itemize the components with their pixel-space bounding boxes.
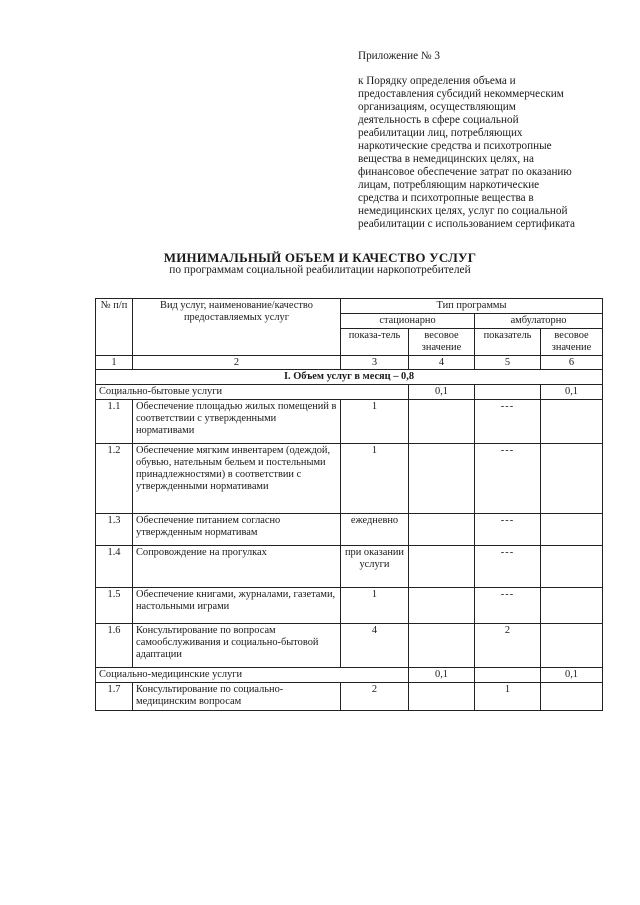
appendix-line: немедицинских целях, услуг по социальной (358, 205, 568, 217)
row-inpatient-indicator: 2 (341, 683, 409, 711)
row-service: Консультирование по вопросам самообслуживания и социально-бытовой адаптации (133, 624, 341, 668)
empty-cell (475, 385, 541, 400)
empty-cell (409, 588, 475, 624)
column-number: 6 (541, 356, 603, 370)
empty-cell (409, 624, 475, 668)
row-outpatient-indicator: --- (475, 444, 541, 514)
column-number: 1 (96, 356, 133, 370)
row-inpatient-indicator: 1 (341, 444, 409, 514)
row-service: Консультирование по социально-медицинским вопросам (133, 683, 341, 711)
header-weight-inpatient: весовое значение (409, 329, 475, 356)
appendix-line: к Порядку определения объема и (358, 75, 516, 87)
section-row (96, 370, 603, 385)
empty-cell (541, 546, 603, 588)
empty-cell (541, 444, 603, 514)
empty-cell (541, 624, 603, 668)
appendix-line: реабилитации с использованием сертификата (358, 218, 575, 230)
document-subtitle: по программам социальной реабилитации наркопотребителей (169, 264, 471, 276)
empty-cell (409, 546, 475, 588)
appendix-block (358, 50, 608, 231)
category-row (96, 668, 603, 683)
header-indicator-outpatient: показатель (475, 329, 541, 356)
empty-cell (409, 683, 475, 711)
row-service: Сопровождение на прогулках (133, 546, 341, 588)
column-number-row (96, 356, 603, 370)
row-outpatient-indicator: 2 (475, 624, 541, 668)
empty-cell (409, 400, 475, 444)
header-inpatient: стационарно (341, 314, 475, 329)
category-weight-inpatient: 0,1 (409, 385, 475, 400)
service-row (96, 588, 603, 624)
appendix-number: Приложение № 3 (358, 50, 440, 62)
category-weight-outpatient: 0,1 (541, 668, 603, 683)
section-title: I. Объем услуг в месяц – 0,8 (96, 370, 603, 385)
service-row (96, 514, 603, 546)
service-row (96, 444, 603, 514)
service-row (96, 546, 603, 588)
service-row (96, 400, 603, 444)
empty-cell (409, 444, 475, 514)
empty-cell (541, 683, 603, 711)
appendix-line: деятельность в сфере социальной (358, 114, 519, 126)
row-outpatient-indicator: --- (475, 400, 541, 444)
appendix-line: предоставления субсидий некоммерческим (358, 88, 564, 100)
header-program-type: Тип программы (341, 299, 603, 314)
service-row (96, 624, 603, 668)
category-weight-inpatient: 0,1 (409, 668, 475, 683)
row-outpatient-indicator: --- (475, 514, 541, 546)
row-inpatient-indicator: 4 (341, 624, 409, 668)
header-outpatient: амбулаторно (475, 314, 603, 329)
row-service: Обеспечение питанием согласно утвержденным нормативам (133, 514, 341, 546)
row-outpatient-indicator: 1 (475, 683, 541, 711)
row-inpatient-indicator: 1 (341, 400, 409, 444)
category-name: Социально-бытовые услуги (96, 385, 409, 400)
row-num: 1.1 (96, 400, 133, 444)
column-number: 4 (409, 356, 475, 370)
header-num: № п/п (96, 299, 133, 356)
empty-cell (541, 588, 603, 624)
appendix-line: вещества в немедицинских целях, на (358, 153, 534, 165)
column-number: 2 (133, 356, 341, 370)
header-indicator-inpatient: показа-тель (341, 329, 409, 356)
appendix-line: организациям, осуществляющим (358, 101, 516, 113)
row-num: 1.3 (96, 514, 133, 546)
service-row (96, 683, 603, 711)
row-outpatient-indicator: --- (475, 546, 541, 588)
document-title: МИНИМАЛЬНЫЙ ОБЪЕМ И КАЧЕСТВО УСЛУГ (163, 250, 477, 265)
category-weight-outpatient: 0,1 (541, 385, 603, 400)
empty-cell (409, 514, 475, 546)
header-service: Вид услуг, наименование/качество предоставляемых услуг (133, 299, 341, 356)
appendix-line: финансовое обеспечение затрат по оказанию (358, 166, 572, 178)
empty-cell (475, 668, 541, 683)
row-num: 1.7 (96, 683, 133, 711)
category-name: Социально-медицинские услуги (96, 668, 409, 683)
row-num: 1.2 (96, 444, 133, 514)
row-outpatient-indicator: --- (475, 588, 541, 624)
empty-cell (541, 400, 603, 444)
appendix-line: наркотические средства и психотропные (358, 140, 552, 152)
header-weight-outpatient: весовое значение (541, 329, 603, 356)
row-num: 1.5 (96, 588, 133, 624)
appendix-line: реабилитации лиц, потребляющих (358, 127, 523, 139)
row-num: 1.6 (96, 624, 133, 668)
column-number: 3 (341, 356, 409, 370)
row-service: Обеспечение книгами, журналами, газетами, настольными играми (133, 588, 341, 624)
category-row (96, 385, 603, 400)
appendix-line: лицам, потребляющим наркотические (358, 179, 540, 191)
row-inpatient-indicator: при оказании услуги (341, 546, 409, 588)
row-service: Обеспечение площадью жилых помещений в соответствии с утвержденными нормативами (133, 400, 341, 444)
header-row (96, 299, 603, 314)
row-inpatient-indicator: ежедневно (341, 514, 409, 546)
row-service: Обеспечение мягким инвентарем (одеждой, обувью, нательным бельем и постельными принадлежностями) в соответствии с утвержденными нормативами (133, 444, 341, 514)
appendix-line: средства и психотропные вещества в (358, 192, 534, 204)
column-number: 5 (475, 356, 541, 370)
row-inpatient-indicator: 1 (341, 588, 409, 624)
services-table (95, 298, 603, 711)
row-num: 1.4 (96, 546, 133, 588)
empty-cell (541, 514, 603, 546)
